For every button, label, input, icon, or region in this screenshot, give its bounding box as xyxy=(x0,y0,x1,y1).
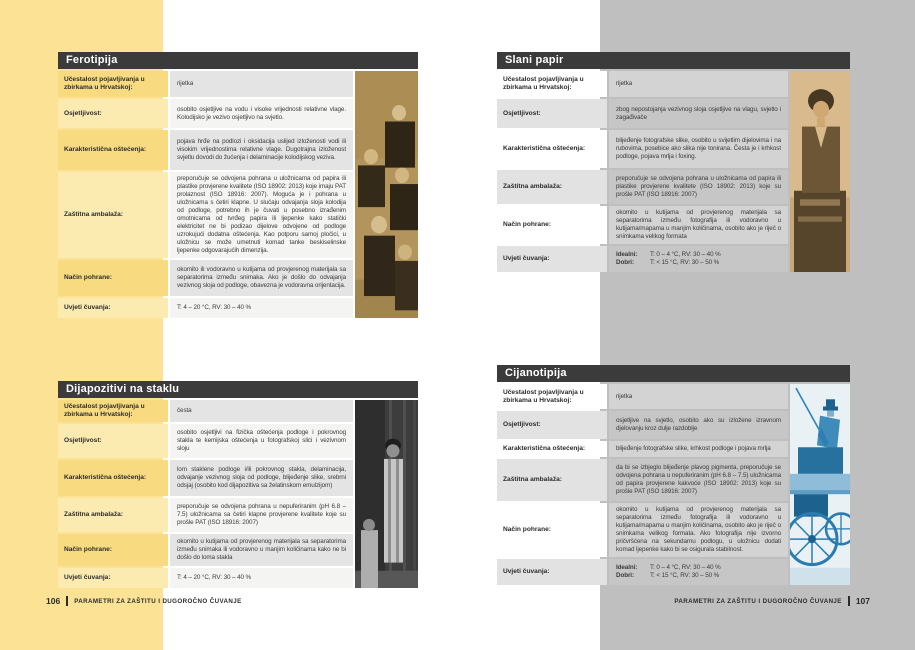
table-row xyxy=(497,441,788,457)
table-row xyxy=(497,99,788,128)
table-row xyxy=(497,559,788,585)
row-label: Način pohrane: xyxy=(497,503,607,557)
row-label: Učestalost pojavljivanja u zbirkama u Hrvatskoj: xyxy=(497,71,607,97)
condition-name: Idealni: xyxy=(616,251,638,258)
row-value: da bi se izbjeglo blijeđenje plavog pigmenta, preporučuje se odvojena pohrana u nepuferiranim (pH 6.8 – 7.5) uložnicama od papira provjerene kakvoće (ISO 18902: 2013) koje su prošle PAT (ISO 18916: 2007) xyxy=(609,459,788,501)
table-row xyxy=(58,260,353,296)
condition-name: Idealni: xyxy=(616,564,638,571)
running-title: PARAMETRI ZA ZAŠTITU I DUGOROČNO ČUVANJE xyxy=(674,597,842,605)
table-row xyxy=(497,130,788,168)
row-value: T: 4 – 20 °C, RV: 30 – 40 % xyxy=(170,298,353,318)
cyanotype-photo xyxy=(790,384,850,585)
glass-slide-photo xyxy=(355,400,418,588)
row-value: blijeđenje fotografske slike, osobito u svijetlim dijelovima i na rubovima, posebice ako slika nije tonirana. Česta je i krhkost podloge, pojava mrlja i foxing. xyxy=(609,130,788,168)
condition-value: T: 0 – 4 °C, RV: 30 – 40 % xyxy=(650,564,721,571)
table-title: Dijapozitivi na staklu xyxy=(58,381,418,398)
table-row xyxy=(497,503,788,557)
row-value: preporučuje se odvojena pohrana u uložnicama od papira ili plastike provjerene kvalitete (ISO 18902: 2013) koje su prošle PAT (ISO 18916: 2007) xyxy=(609,170,788,204)
table-row xyxy=(497,384,788,409)
row-label: Uvjeti čuvanja: xyxy=(58,298,168,318)
row-value: preporučuje se odvojena pohrana u uložnicama od papira ili plastike provjerene kvalitete (ISO 18902: 2013) koje imaju PAT prolaznost (ISO 18916: 2007). Moguća je i pohrana u uložnicama s četiri klapne. U slučaju odvajanja sloja kolodija od podloge, potrebno ih je čuvati u posebno izrađenim omotnicama od tvrđeg papira ili ljepenke kako statički elektricitet ne bi podizao dijelove odvojene od podloge uzrokujući dodatna oštećenja. Kao potporu samoj pločici, u uložnicu se može umetnuti komad tanke beskiselinske ljepenke odgovarajućih dimenzija. xyxy=(170,172,353,258)
row-label: Osjetljivost: xyxy=(58,99,168,128)
row-label: Zaštitna ambalaža: xyxy=(58,172,168,258)
row-value: lom staklene podloge i/ili pokrovnog stakla, delaminacija, odvajanje vezivnog sloja od podloge, blijeđenje slike, srebrni odsjaj (osobito kod dijapozitiva sa želatinskom emulzijom) xyxy=(170,460,353,496)
row-label: Način pohrane: xyxy=(58,260,168,296)
table-title: Ferotipija xyxy=(58,52,418,69)
row-label: Način pohrane: xyxy=(58,534,168,566)
row-value: rijetka xyxy=(609,71,788,97)
row-label: Zaštitna ambalaža: xyxy=(497,459,607,501)
table-cijanotipija xyxy=(497,365,850,585)
table-row xyxy=(497,71,788,97)
table-row xyxy=(58,130,353,170)
page-number: 107 xyxy=(855,596,870,606)
row-value: osobito osjetljive na vodu i visoke vrijednosti relativne vlage. Kolodijsko je vezivo osjetljivo na svjetlo. xyxy=(170,99,353,128)
table-row xyxy=(497,170,788,204)
table-title: Slani papir xyxy=(497,52,850,69)
row-label: Uvjeti čuvanja: xyxy=(58,568,168,588)
salt-paper-photo xyxy=(790,71,850,272)
condition-value: T: 0 – 4 °C, RV: 30 – 40 % xyxy=(650,251,721,258)
table-slani-papir xyxy=(497,52,850,272)
row-label: Učestalost pojavljivanja u zbirkama u Hrvatskoj: xyxy=(58,71,168,97)
row-label: Način pohrane: xyxy=(497,206,607,244)
row-label: Karakteristična oštećenja: xyxy=(497,130,607,168)
row-label: Osjetljivost: xyxy=(58,424,168,458)
row-label: Zaštitna ambalaža: xyxy=(58,498,168,532)
row-value: okomito ili vodoravno u kutijama od provjerenog materijala sa separatorima između snimaka. Ako je došlo do odvajanja vezivnog sloja od podloge, obavezna je vodoravna orijentacija. xyxy=(170,260,353,296)
table-row xyxy=(58,424,353,458)
row-value: okomito u kutijama od provjerenog materijala sa separatorima između snimaka ili vodoravno u manjim količinama kako ne bi došlo do loma stakla xyxy=(170,534,353,566)
table-row xyxy=(497,411,788,439)
footer-divider xyxy=(66,596,68,606)
row-value: zbog nepostojanja vezivnog sloja osjetljive na vlagu, svjetlo i zagađivače xyxy=(609,99,788,128)
page-number: 106 xyxy=(46,596,61,606)
row-value: osjetljive na svjetlo, osobito ako su izložene izravnom djelovanju kroz dulje razdoblje xyxy=(609,411,788,439)
row-value: česta xyxy=(170,400,353,422)
table-row xyxy=(497,206,788,244)
row-label: Uvjeti čuvanja: xyxy=(497,246,607,272)
footer-divider xyxy=(848,596,850,606)
row-value: rijetka xyxy=(609,384,788,409)
table-row xyxy=(58,99,353,128)
table-row xyxy=(497,246,788,272)
table-dijapozitivi-na-staklu xyxy=(58,381,418,588)
row-value-conditions xyxy=(609,246,788,272)
row-value-conditions xyxy=(609,559,788,585)
row-value: rijetka xyxy=(170,71,353,97)
row-label: Uvjeti čuvanja: xyxy=(497,559,607,585)
table-row xyxy=(58,568,353,588)
table-row xyxy=(58,460,353,496)
row-value: okomito u kutijama od provjerenog materijala sa separatorima između fotografija ili vodoravno u kutijama/mapama u manjim količinama, osobito ako je riječ o snimkama velikog formata xyxy=(609,206,788,244)
table-row xyxy=(58,534,353,566)
table-row xyxy=(58,498,353,532)
running-title: PARAMETRI ZA ZAŠTITU I DUGOROČNO ČUVANJE xyxy=(74,597,242,605)
row-label: Karakteristična oštećenja: xyxy=(58,460,168,496)
condition-value: T: < 15 °C, RV: 30 – 50 % xyxy=(650,259,720,266)
row-value: osobito osjetljivi na fizička oštećenja podloge i pokrovnog stakla te kemijska oštećenja u fotografskoj slici i vezivnom sloju xyxy=(170,424,353,458)
table-row xyxy=(58,71,353,97)
row-label: Osjetljivost: xyxy=(497,99,607,128)
table-row xyxy=(58,298,353,318)
table-ferotipija xyxy=(58,52,418,318)
ferrotype-photo xyxy=(355,71,418,318)
condition-name: Dobri: xyxy=(616,259,634,266)
row-value: T: 4 – 20 °C, RV: 30 – 40 % xyxy=(170,568,353,588)
table-row xyxy=(497,459,788,501)
row-value: pojava hrđe na podlozi i oksidacija uslijed izloženosti vodi ili visokim vrijednostima relativne vlage. Dugotrajna izloženost svjetlu dovodi do žućenja i delaminacije kolodijskog veziva. xyxy=(170,130,353,170)
row-label: Učestalost pojavljivanja u zbirkama u Hrvatskoj: xyxy=(497,384,607,409)
table-row xyxy=(58,400,353,422)
condition-value: T: < 15 °C, RV: 30 – 50 % xyxy=(650,572,720,579)
footer-right xyxy=(674,596,870,606)
row-value: preporučuje se odvojena pohrana u nepuferiranim (pH 6.8 – 7.5) uložnicama sa četiri klapne provjerene kvalitete koje su prošle PAT (ISO 18916: 2007) xyxy=(170,498,353,532)
row-label: Karakteristična oštećenja: xyxy=(58,130,168,170)
table-title: Cijanotipija xyxy=(497,365,850,382)
row-label: Zaštitna ambalaža: xyxy=(497,170,607,204)
row-value: okomito u kutijama od provjerenog materijala sa separatorima između fotografija ili vodoravno u kutijama/mapama u manjim količinama, osobito ako je riječ o snimkama velikog formata. Ako fotografija nije izvorno pričvršćena na sekundarnu podlogu, u uložnicu dodati komad ljepenke kako bi se osigurala stabilnost. xyxy=(609,503,788,557)
row-value: blijeđenje fotografske slike, krhkost podloge i pojava mrlja xyxy=(609,441,788,457)
row-label: Karakteristična oštećenja: xyxy=(497,441,607,457)
table-row xyxy=(58,172,353,258)
row-label: Učestalost pojavljivanja u zbirkama u Hrvatskoj: xyxy=(58,400,168,422)
condition-name: Dobri: xyxy=(616,572,634,579)
footer-left xyxy=(46,596,242,606)
row-label: Osjetljivost: xyxy=(497,411,607,439)
